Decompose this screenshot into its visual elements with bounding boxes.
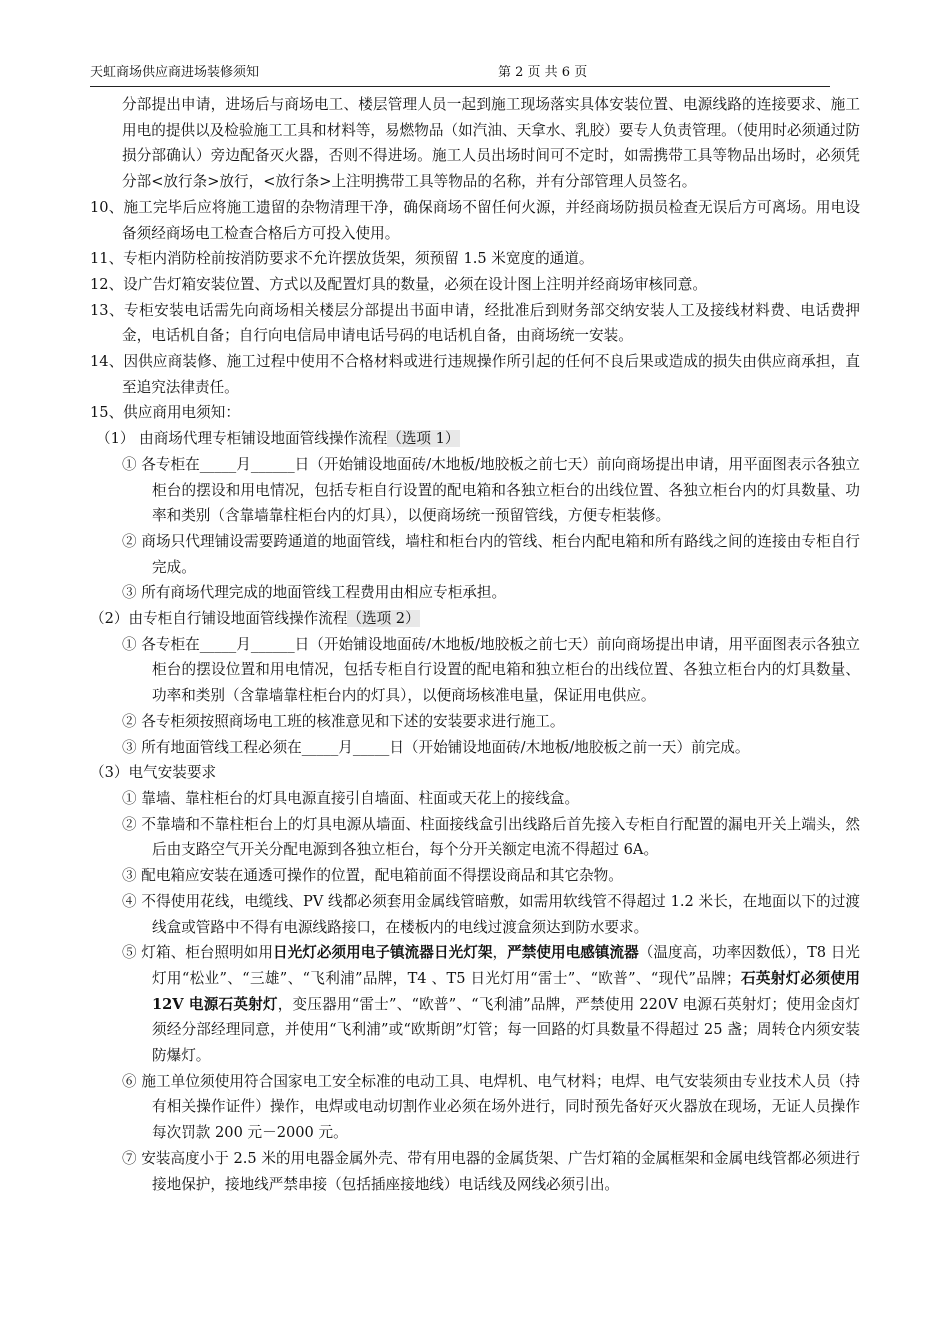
item-5-bold-c: 石英射灯必须使用 12V 电源石英射灯 (152, 969, 860, 1013)
document-body (90, 92, 860, 1197)
section-3-item-1: ① 靠墙、靠柱柜台的灯具电源直接引自墙面、柱面或天花上的接线盒。 (122, 789, 580, 807)
section-1-heading (90, 426, 860, 452)
section-3-item-2: ② 不靠墙和不靠柱柜台上的灯具电源从墙面、柱面接线盒引出线路后首先接入专柜自行配置的漏电开关上端头，然后由支路空气开关分配电源到各独立柜台，每个分开关额定电流不得超过 6A。 (122, 815, 860, 859)
section-2-heading (90, 606, 860, 632)
item-5-text-g: ，变压器用“雷士”、“欧普”、“飞利浦”品牌，严禁使用 220V 电源石英射灯；使用金卤灯须经分部经理同意，并使用“飞利浦”或“欧斯朗”灯管；每一回路的灯具数量不得超过 25 盏；周转仓内须安装防爆灯。 (152, 995, 860, 1065)
item-5-text-a: ⑤ 灯箱、柜台照明如用 (122, 944, 273, 962)
item-5-bold-b: 严禁使用电感镇流器 (507, 944, 639, 962)
paragraph-11: 11、专柜内消防栓前按消防要求不允许摆放货架，须预留 1.5 米宽度的通道。 (90, 250, 594, 268)
section-3-heading: （3）电气安装要求 (90, 764, 217, 782)
section-1-item-1: ① 各专柜在_____月______日（开始铺设地面砖/木地板/地胶板之前七天）前向商场提出申请，用平面图表示各独立柜台的摆设和用电情况，包括专柜自行设置的配电箱和各独立柜台的出线位置、各独立柜台内的灯具数量、功率和类别（含靠墙靠柱柜台内的灯具），以便商场统一预留管线，方便专柜装修。 (122, 455, 860, 525)
page-number: 第 2 页 共 6 页 (498, 65, 588, 80)
section-2-item-3: ③ 所有地面管线工程必须在_____月_____日（开始铺设地面砖/木地板/地胶板之前一天）前完成。 (122, 738, 750, 756)
section-2-option: （选项 2） (347, 610, 420, 628)
paragraph-14: 14、因供应商装修、施工过程中使用不合格材料或进行违规操作所引起的任何不良后果或造成的损失由供应商承担，直至追究法律责任。 (90, 353, 860, 396)
item-5-text-c: ， (492, 944, 508, 962)
section-3-item-5 (90, 940, 860, 1069)
item-5-text-e: （温度高，功率因数低），T8 日光灯用“松业”、“三雄”、“飞利浦”品牌，T4 、T5 日光灯用“雷士”、“欧普”、“现代”品牌； (152, 944, 860, 987)
paragraph-9-continued: 分部提出申请，进场后与商场电工、楼层管理人员一起到施工现场落实具体安装位置、电源线路的连接要求、施工用电的提供以及检验施工工具和材料等，易燃物品（如汽油、天拿水、乳胶）要专人负责管理。（使用时必须通过防损分部确认）旁边配备灭火器，否则不得进场。施工人员出场时间可不定时，如需携带工具等物品出场时，必须凭分部<放行条>放行，<放行条>上注明携带工具等物品的名称，并有分部管理人员签名。 (122, 96, 860, 191)
section-1-item-3: ③ 所有商场代理完成的地面管线工程费用由相应专柜承担。 (122, 584, 507, 602)
section-3-item-6: ⑥ 施工单位须使用符合国家电工安全标准的电动工具、电焊机、电气材料；电焊、电气安装须由专业技术人员（持有相关操作证件）操作，电焊或电动切割作业必须在场外进行，同时预先备好灭火器放在现场，无证人员操作每次罚款 200 元－2000 元。 (122, 1072, 860, 1142)
paragraph-13: 13、专柜安装电话需先向商场相关楼层分部提出书面申请，经批准后到财务部交纳安装人工及接线材料费、电话费押金，电话机自备；自行向电信局申请电话号码的电话机自备，由商场统一安装。 (90, 301, 860, 345)
section-2-item-2: ② 各专柜须按照商场电工班的核准意见和下述的安装要求进行施工。 (122, 712, 565, 730)
section-1-title: （1） 由商场代理专柜铺设地面管线操作流程 (96, 430, 388, 448)
section-3-item-3: ③ 配电箱应安装在通透可操作的位置，配电箱前面不得摆设商品和其它杂物。 (122, 867, 623, 885)
item-5-bold-a: 日光灯必须用电子镇流器日光灯架 (273, 944, 493, 962)
section-3-item-4: ④ 不得使用花线，电缆线、PV 线都必须套用金属线管暗敷，如需用软线管不得超过 1.2 米长，在地面以下的过渡线盒或管路中不得有电源线路接口，在楼板内的电线过渡盒须达到防水要求。 (122, 892, 860, 936)
page-header (90, 62, 830, 87)
paragraph-12: 12、设广告灯箱安装位置、方式以及配置灯具的数量，必须在设计图上注明并经商场审核同意。 (90, 275, 707, 293)
paragraph-10: 10、施工完毕后应将施工遗留的杂物清理干净，确保商场不留任何火源，并经商场防损员检查无误后方可离场。用电设备须经商场电工检查合格后方可投入使用。 (90, 198, 860, 242)
paragraph-15: 15、供应商用电须知： (90, 404, 240, 422)
document-title: 天虹商场供应商进场装修须知 (90, 65, 260, 80)
section-2-item-1: ① 各专柜在_____月______日（开始铺设地面砖/木地板/地胶板之前七天）前向商场提出申请，用平面图表示各独立柜台的摆设位置和用电情况，包括专柜自行设置的配电箱和独立柜台的出线位置、各独立柜台内的灯具数量、功率和类别（含靠墙靠柱柜台内的灯具），以便商场核准电量，保证用电供应。 (122, 635, 860, 705)
section-1-item-2: ② 商场只代理铺设需要跨通道的地面管线，墙柱和柜台内的管线、柜台内配电箱和所有路线之间的连接由专柜自行完成。 (122, 532, 860, 576)
section-3-item-7: ⑦ 安装高度小于 2.5 米的用电器金属外壳、带有用电器的金属货架、广告灯箱的金属框架和金属电线管都必须进行接地保护，接地线严禁串接（包括插座接地线）电话线及网线必须引出。 (122, 1149, 860, 1193)
section-2-title: （2）由专柜自行铺设地面管线操作流程 (90, 610, 348, 628)
section-1-option: （选项 1） (387, 430, 460, 448)
